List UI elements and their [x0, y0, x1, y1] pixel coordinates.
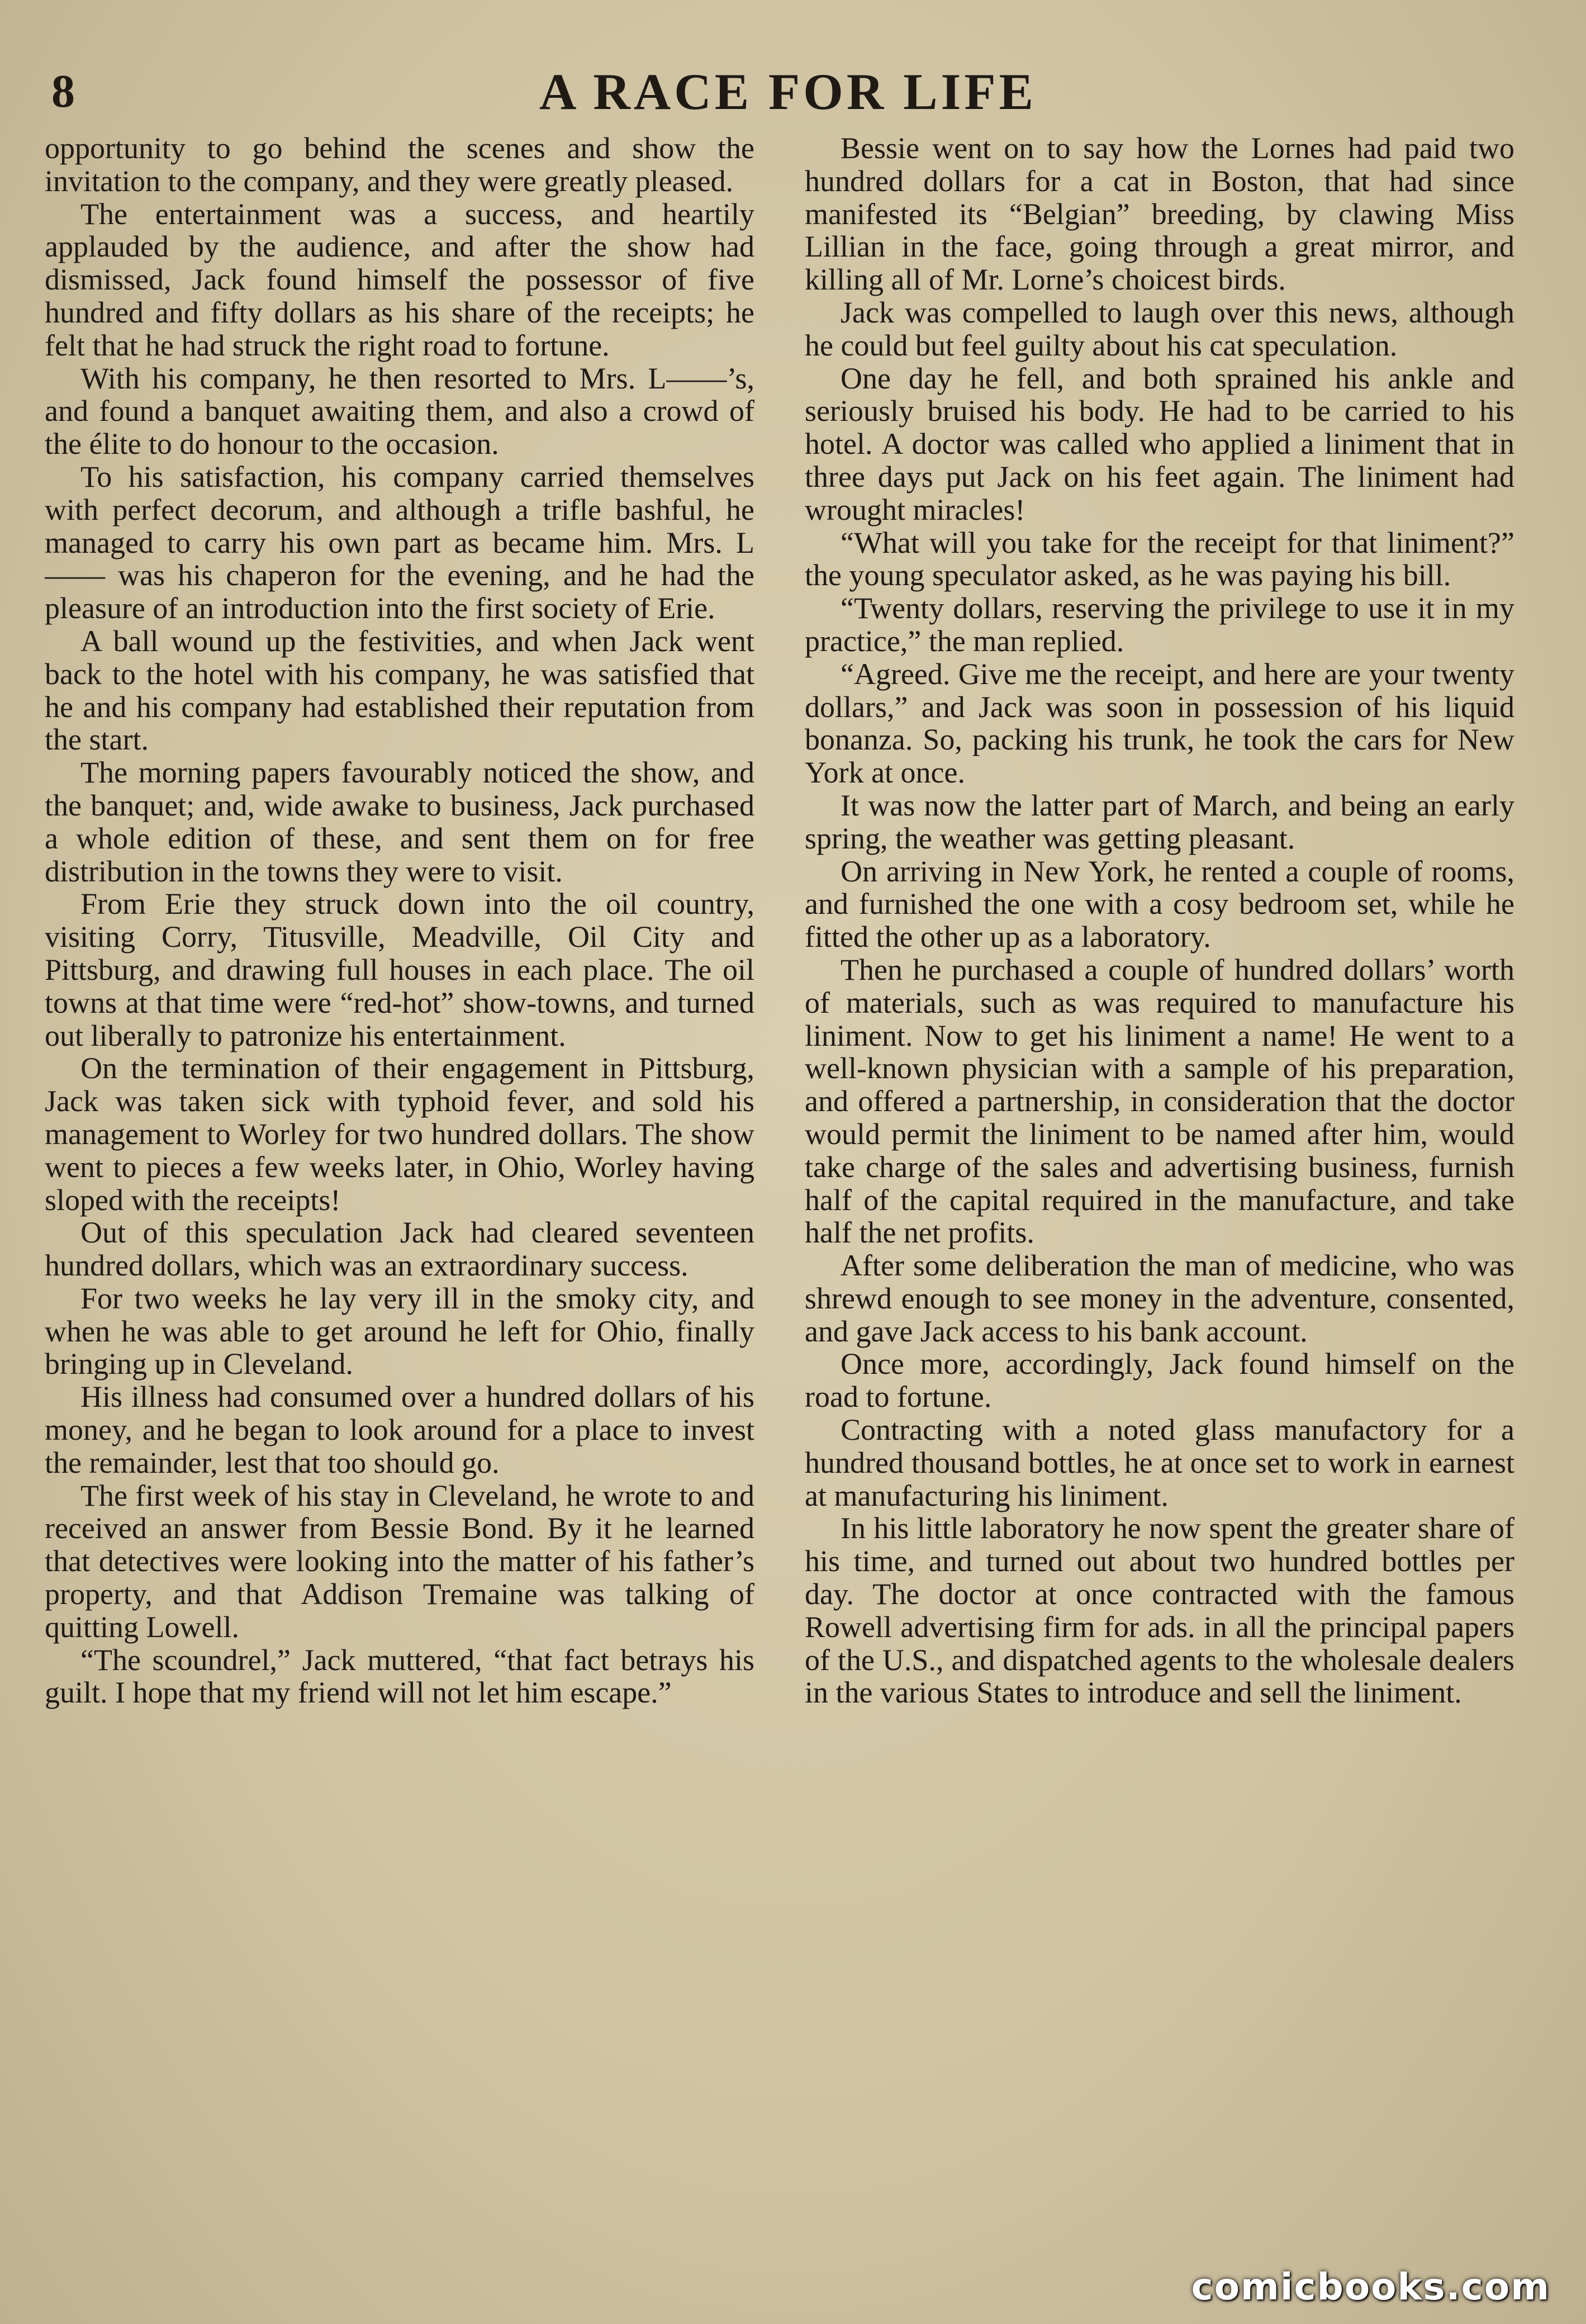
paragraph: Once more, accordingly, Jack found himself on the road to fortune.	[805, 1347, 1514, 1414]
paragraph: In his little laboratory he now spent the greater share of his time, and turned out about two hundred bottles per day. The doctor at once contracted with the famous Rowell advertising firm for ads. in all the principal papers of the U.S., and dispatched agents to the wholesale dealers in the various States to introduce and sell the liniment.	[805, 1511, 1514, 1710]
page-number: 8	[51, 65, 75, 117]
paragraph: It was now the latter part of March, and being an early spring, the weather was getting pleasant.	[805, 788, 1514, 855]
watermark: comicbooks.com	[1191, 2265, 1550, 2308]
paragraph: Bessie went on to say how the Lornes had paid two hundred dollars for a cat in Boston, that had since manifested its “Belgian” breeding, by clawing Miss Lillian in the face, going through a great mirror, and killing all of Mr. Lorne’s choicest birds.	[805, 132, 1514, 297]
paragraph: The morning papers favourably noticed the show, and the banquet; and, wide awake to business, Jack purchased a whole edition of these, and sent them on for free distribution in the towns they were to visit.	[45, 756, 754, 888]
running-title: A RACE FOR LIFE	[539, 63, 1037, 120]
paragraph: A ball wound up the festivities, and when Jack went back to the hotel with his company, he was satisfied that he and his company had established their reputation from the start.	[45, 624, 754, 757]
right-column	[805, 132, 1514, 2245]
left-column	[45, 132, 754, 2245]
paragraph: On the termination of their engagement in Pittsburg, Jack was taken sick with typhoid fever, and sold his management to Worley for two hundred dollars. The show went to pieces a few weeks later, in Ohio, Worley having sloped with the receipts!	[45, 1051, 754, 1217]
paragraph: opportunity to go behind the scenes and show the invitation to the company, and they were greatly pleased.	[45, 132, 754, 198]
paragraph: “Twenty dollars, reserving the privilege to use it in my practice,” the man replied.	[805, 591, 1514, 658]
paragraph: After some deliberation the man of medicine, who was shrewd enough to see money in the adventure, consented, and gave Jack access to his bank account.	[805, 1249, 1514, 1348]
paragraph: “The scoundrel,” Jack muttered, “that fact betrays his guilt. I hope that my friend will not let him escape.”	[45, 1643, 754, 1710]
paragraph: To his satisfaction, his company carried themselves with perfect decorum, and although a trifle bashful, he managed to carry his own part as became him. Mrs. L—— was his chaperon for the evening, and he had the pleasure of an introduction into the first society of Erie.	[45, 459, 754, 625]
paragraph: On arriving in New York, he rented a couple of rooms, and furnished the one with a cosy bedroom set, while he fitted the other up as a laboratory.	[805, 854, 1514, 954]
paragraph: One day he fell, and both sprained his ankle and seriously bruised his body. He had to be carried to his hotel. A doctor was called who applied a liniment that in three days put Jack on his feet again. The liniment had wrought miracles!	[805, 361, 1514, 527]
paragraph: The first week of his stay in Cleveland, he wrote to and received an answer from Bessie Bond. By it he learned that detectives were looking into the matter of his father’s property, and that Addison Tremaine was talking of quitting Lowell.	[45, 1478, 754, 1644]
paragraph: With his company, he then resorted to Mrs. L——’s, and found a banquet awaiting them, and also a crowd of the élite to do honour to the occasion.	[45, 361, 754, 461]
page-header	[45, 58, 1531, 125]
paragraph: “What will you take for the receipt for that liniment?” the young speculator asked, as he was paying his bill.	[805, 525, 1514, 592]
paragraph: The entertainment was a success, and heartily applauded by the audience, and after the show had dismissed, Jack found himself the possessor of five hundred and fifty dollars as his share of the receipts; he felt that he had struck the right road to fortune.	[45, 197, 754, 362]
paragraph: Then he purchased a couple of hundred dollars’ worth of materials, such as was required to manufacture his liniment. Now to get his liniment a name! He went to a well-known physician with a sample of his preparation, and offered a partnership, in consideration that the doctor would permit the liniment to be named after him, would take charge of the sales and advertising business, furnish half of the capital required in the manufacture, and take half the net profits.	[805, 952, 1514, 1250]
paragraph: “Agreed. Give me the receipt, and here are your twenty dollars,” and Jack was soon in possession of his liquid bonanza. So, packing his trunk, he took the cars for New York at once.	[805, 657, 1514, 790]
paragraph: Jack was compelled to laugh over this news, although he could but feel guilty about his cat speculation.	[805, 295, 1514, 362]
paragraph: Out of this speculation Jack had cleared seventeen hundred dollars, which was an extraordinary success.	[45, 1216, 754, 1283]
paragraph: His illness had consumed over a hundred dollars of his money, and he began to look around for a place to invest the remainder, lest that too should go.	[45, 1380, 754, 1479]
paragraph: For two weeks he lay very ill in the smoky city, and when he was able to get around he left for Ohio, finally bringing up in Cleveland.	[45, 1281, 754, 1381]
paragraph: From Erie they struck down into the oil country, visiting Corry, Titusville, Meadville, Oil City and Pittsburg, and drawing full houses in each place. The oil towns at that time were “red-hot” show-towns, and turned out liberally to patronize his entertainment.	[45, 887, 754, 1052]
paragraph: Contracting with a noted glass manufactory for a hundred thousand bottles, he at once set to work in earnest at manufacturing his liniment.	[805, 1413, 1514, 1512]
